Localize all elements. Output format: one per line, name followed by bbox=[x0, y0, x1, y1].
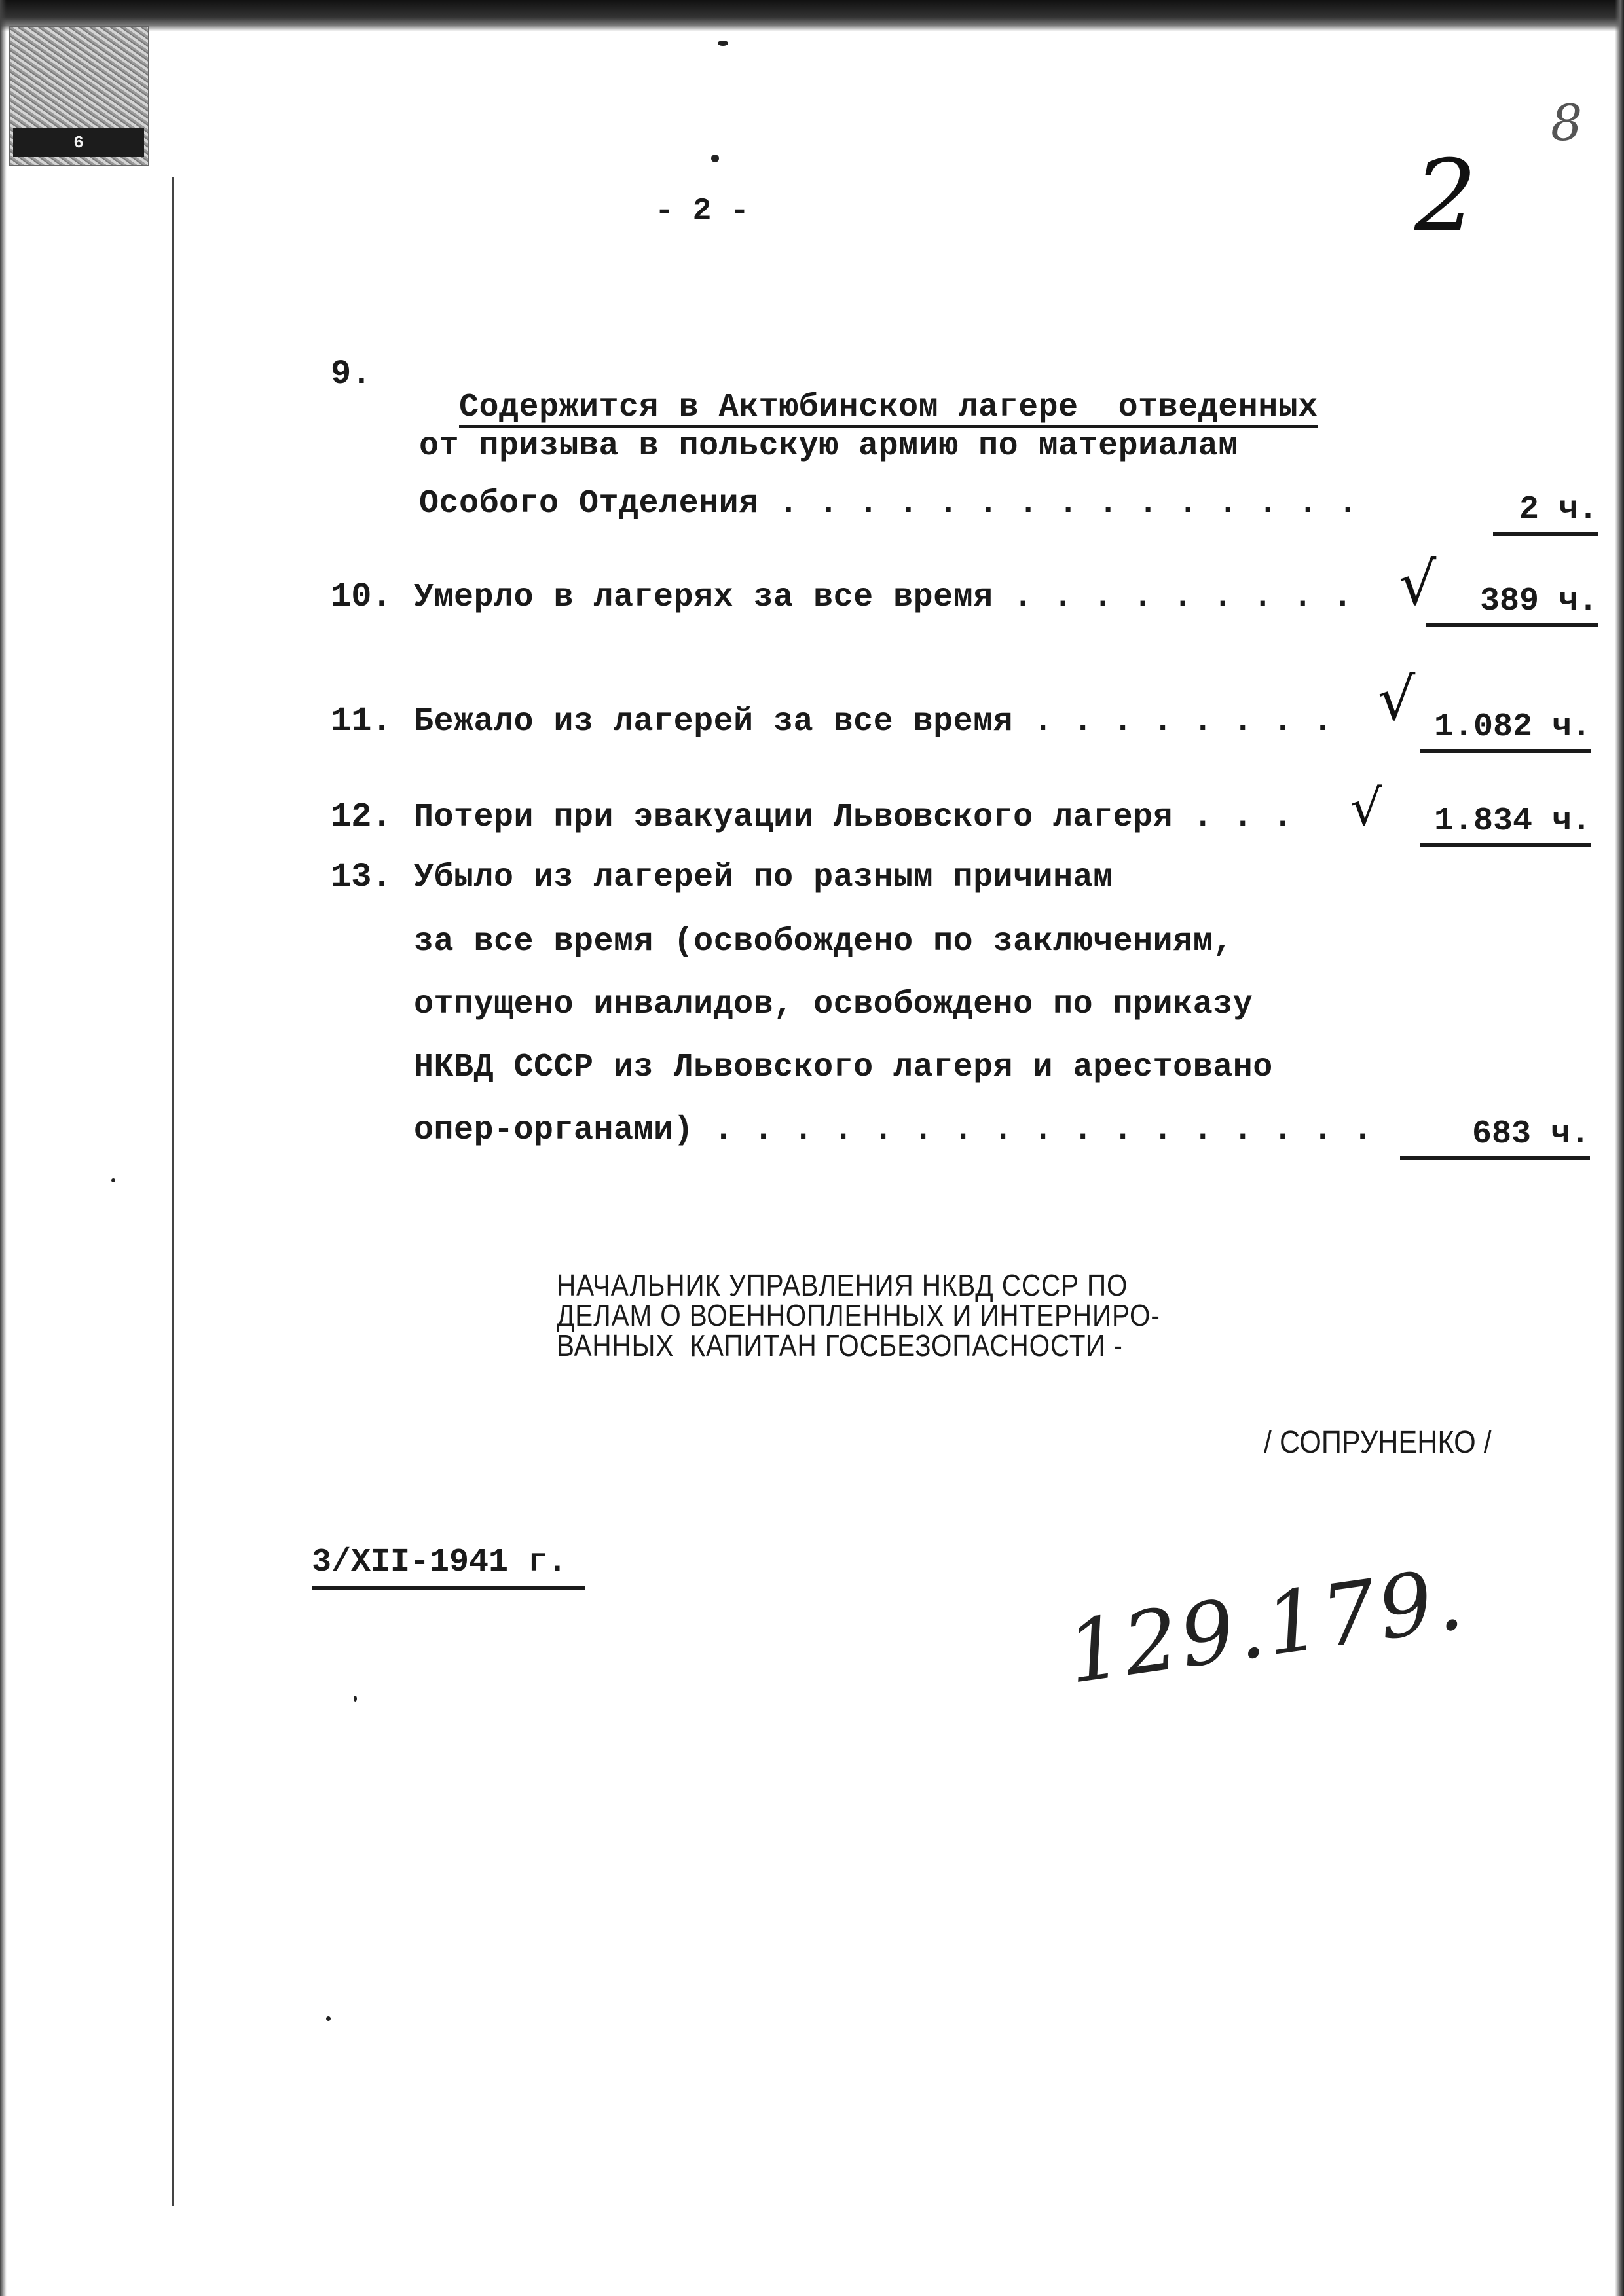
handwritten-total: 129.179. bbox=[1061, 1548, 1471, 1703]
item-9-line-2: от призыва в польскую армию по материалам bbox=[419, 428, 1238, 465]
ink-speck bbox=[718, 41, 728, 46]
item-13-line-4: НКВД СССР из Львовского лагеря и арестовано bbox=[414, 1049, 1273, 1086]
item-13-line-2: за все время (освобождено по заключениям, bbox=[414, 923, 1233, 960]
item-13-line-3: отпущено инвалидов, освобождено по приказу bbox=[414, 986, 1253, 1023]
item-13-line-1: Убыло из лагерей по разным причинам bbox=[414, 859, 1113, 896]
document-date: 3/XII-1941 г. bbox=[312, 1546, 585, 1590]
check-mark-icon: √ bbox=[1399, 550, 1437, 619]
scan-top-edge bbox=[0, 0, 1624, 31]
item-number: 9. bbox=[331, 355, 372, 393]
ink-speck bbox=[711, 155, 719, 162]
signature-title-line-1: НАЧАЛЬНИК УПРАВЛЕНИЯ НКВД СССР ПО bbox=[557, 1268, 1128, 1302]
page-number: - 2 - bbox=[655, 194, 750, 229]
binding-margin-line bbox=[172, 177, 174, 2206]
ink-speck bbox=[111, 1178, 115, 1182]
check-mark-icon: √ bbox=[1350, 778, 1382, 837]
archive-corner-label: 6 bbox=[13, 128, 144, 157]
item-13-line-5: опер-органами) . . . . . . . . . . . . . . . . . bbox=[414, 1112, 1373, 1149]
signature-name: / СОПРУНЕНКО / bbox=[1264, 1425, 1492, 1460]
item-number: 12. bbox=[331, 797, 392, 836]
item-number: 13. bbox=[331, 858, 392, 896]
handwritten-corner-number: 8 bbox=[1551, 94, 1583, 152]
signature-title-line-3: ВАННЫХ КАПИТАН ГОСБЕЗОПАСНОСТИ - bbox=[557, 1328, 1123, 1362]
item-10-value: 389 ч. bbox=[1426, 585, 1598, 627]
item-11-line-1: Бежало из лагерей за все время . . . . . . . . bbox=[414, 703, 1333, 740]
item-number: 11. bbox=[331, 702, 392, 740]
ink-speck bbox=[326, 2016, 331, 2021]
item-number: 10. bbox=[331, 577, 392, 616]
item-13-value: 683 ч. bbox=[1400, 1118, 1590, 1160]
item-9-value: 2 ч. bbox=[1493, 494, 1598, 536]
item-10-line-1: Умерло в лагерях за все время . . . . . . . . . bbox=[414, 579, 1353, 616]
scan-left-edge bbox=[0, 0, 7, 2296]
ink-speck bbox=[354, 1696, 357, 1702]
item-9-line-3: Особого Отделения . . . . . . . . . . . . . . . bbox=[419, 485, 1358, 522]
item-12-line-1: Потери при эвакуации Львовского лагеря . . . bbox=[414, 799, 1293, 836]
item-11-value: 1.082 ч. bbox=[1420, 711, 1591, 753]
item-9-line-1: Содержится в Актюбинском лагере отведенных bbox=[459, 389, 1318, 426]
handwritten-page-number: 2 bbox=[1414, 139, 1477, 253]
item-12-value: 1.834 ч. bbox=[1420, 805, 1591, 847]
signature-title-line-2: ДЕЛАМ О ВОЕННОПЛЕННЫХ И ИНТЕРНИРО- bbox=[557, 1298, 1160, 1332]
check-mark-icon: √ bbox=[1378, 665, 1416, 734]
scan-right-edge bbox=[1615, 0, 1624, 2296]
